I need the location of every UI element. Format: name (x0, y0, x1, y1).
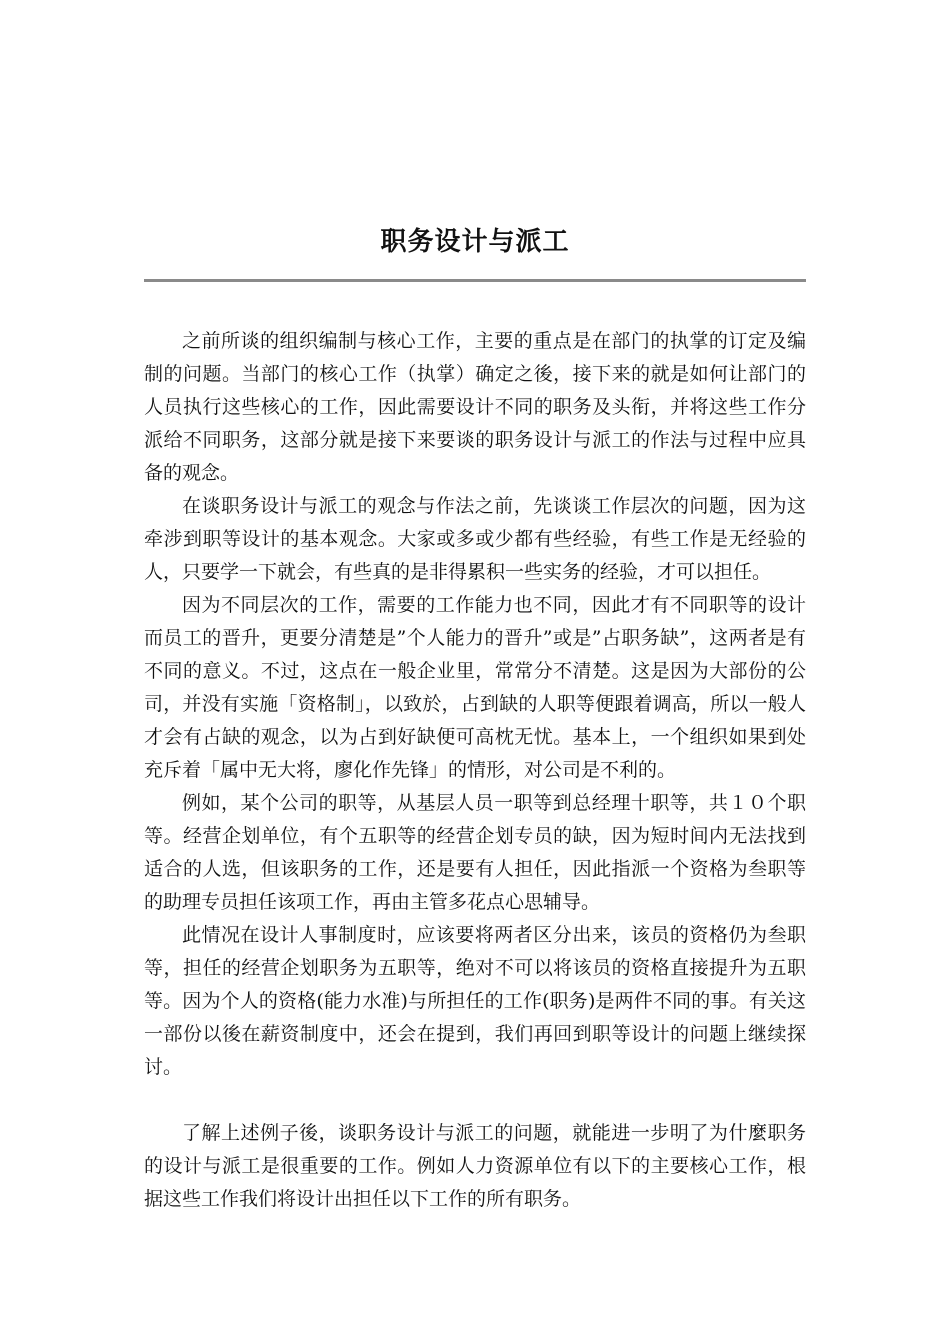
paragraph: 此情况在设计人事制度时，应该要将两者区分出来，该员的资格仍为叁职等，担任的经营企划职务为五职等，绝对不可以将该员的资格直接提升为五职等。因为个人的资格(能力水准)与所担任的工作(职务)是两件不同的事。有关这一部份以後在薪资制度中，还会在提到，我们再回到职等设计的问题上继续探讨。 (144, 924, 806, 1078)
paragraph: 了解上述例子後，谈职务设计与派工的问题，就能进一步明了为什麼职务的设计与派工是很重要的工作。例如人力资源单位有以下的主要核心工作，根据这些工作我们将设计出担任以下工作的所有职务。 (144, 1122, 806, 1210)
title-divider (144, 279, 806, 282)
paragraph: 在谈职务设计与派工的观念与作法之前，先谈谈工作层次的问题，因为这牵涉到职等设计的基本观念。大家或多或少都有些经验，有些工作是无经验的人，只要学一下就会，有些真的是非得累积一些实务的经验，才可以担任。 (144, 495, 806, 583)
paragraph-spacer (144, 1084, 806, 1117)
document-title: 职务设计与派工 (380, 227, 570, 257)
paragraph: 之前所谈的组织编制与核心工作，主要的重点是在部门的执掌的订定及编制的问题。当部门的核心工作（执掌）确定之後，接下来的就是如何让部门的人员执行这些核心的工作，因此需要设计不同的职务及头衔，并将这些工作分派给不同职务，这部分就是接下来要谈的职务设计与派工的作法与过程中应具备的观念。 (144, 330, 806, 484)
document-body (144, 325, 806, 1216)
paragraph: 例如，某个公司的职等，从基层人员一职等到总经理十职等，共１０个职等。经营企划单位，有个五职等的经营企划专员的缺，因为短时间内无法找到适合的人选，但该职务的工作，还是要有人担任，因此指派一个资格为叁职等的助理专员担任该项工作，再由主管多花点心思辅导。 (144, 792, 806, 913)
paragraph: 因为不同层次的工作，需要的工作能力也不同，因此才有不同职等的设计而员工的晋升，更要分清楚是”个人能力的晋升”或是”占职务缺”，这两者是有不同的意义。不过，这点在一般企业里，常常分不清楚。这是因为大部份的公司，并没有实施「资格制」，以致於，占到缺的人职等便跟着调高，所以一般人才会有占缺的观念，以为占到好缺便可高枕无忧。基本上，一个组织如果到处充斥着「属中无大将，廖化作先锋」的情形，对公司是不利的。 (144, 594, 806, 781)
